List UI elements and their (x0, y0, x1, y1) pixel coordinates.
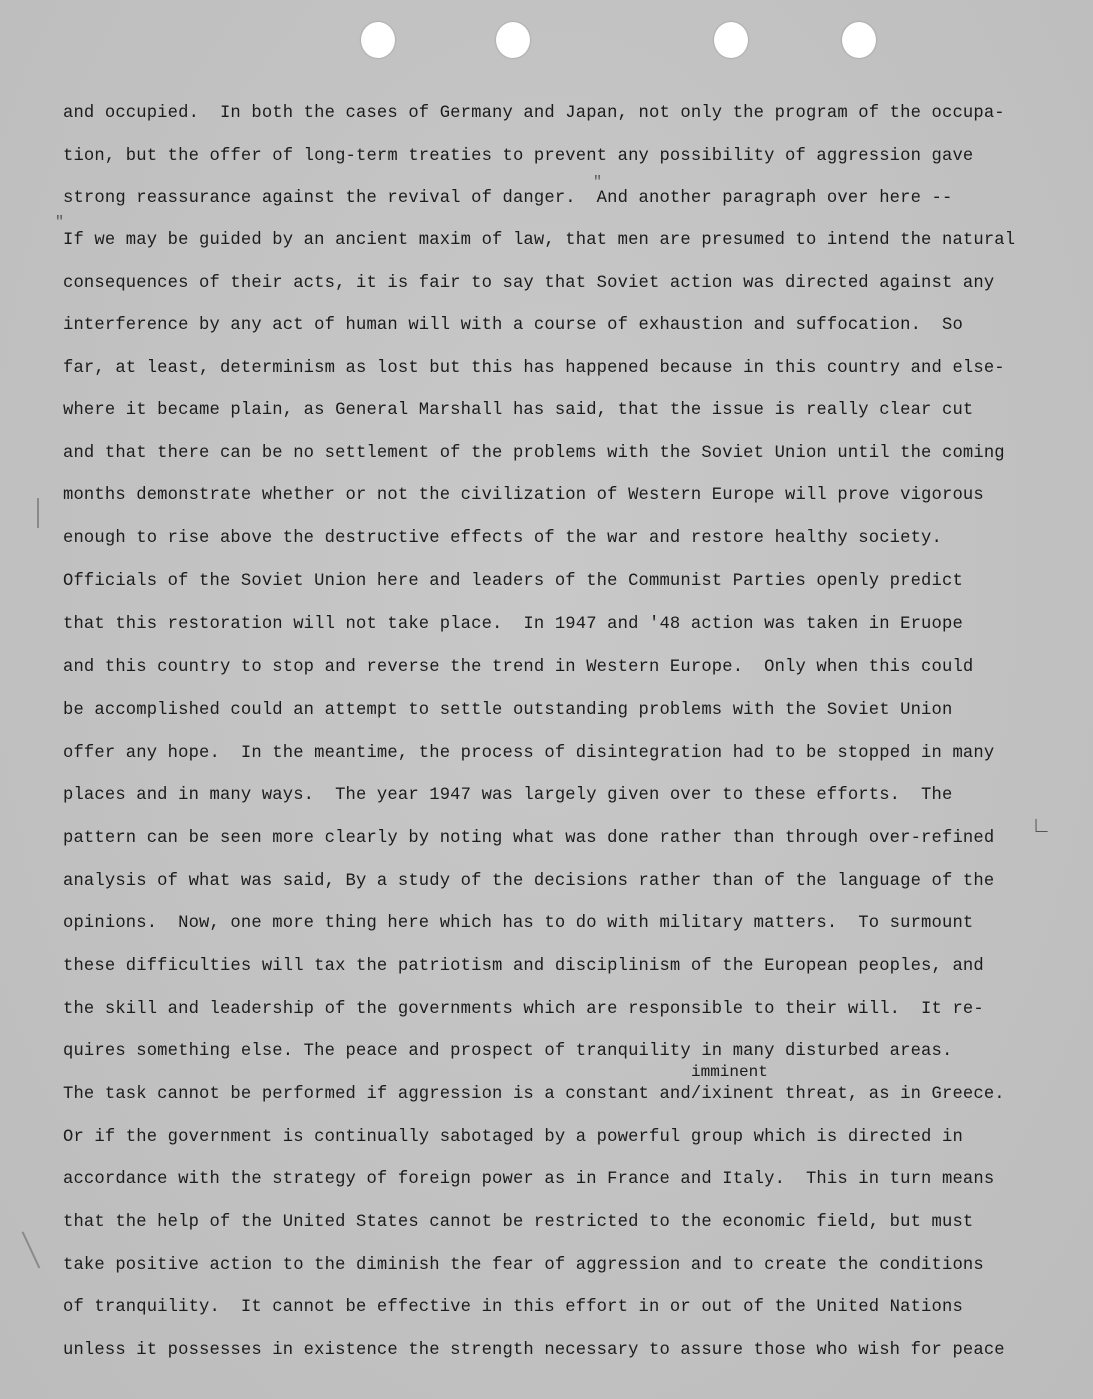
text-line: places and in many ways. The year 1947 was largely given over to these efforts. The (63, 786, 953, 805)
text-line: months demonstrate whether or not the civilization of Western Europe will prove vigorous (63, 486, 984, 505)
text-line: accordance with the strategy of foreign power as in France and Italy. This in turn means (63, 1170, 995, 1189)
text-line: of tranquility. It cannot be effective in this effort in or out of the United Nations (63, 1298, 963, 1317)
text-line: Officials of the Soviet Union here and leaders of the Communist Parties openly predict (63, 572, 963, 591)
text-line: and this country to stop and reverse the trend in Western Europe. Only when this could (63, 658, 974, 677)
punch-hole (842, 22, 876, 58)
text-line: consequences of their acts, it is fair to say that Soviet action was directed against any (63, 274, 995, 293)
text-line: enough to rise above the destructive effects of the war and restore healthy society. (63, 529, 942, 548)
text-line: far, at least, determinism as lost but this has happened because in this country and else- (63, 359, 1005, 378)
handwritten-quote-mark: " (593, 174, 603, 191)
text-line: and that there can be no settlement of the problems with the Soviet Union until the coming (63, 444, 1005, 463)
text-line: Or if the government is continually sabotaged by a powerful group which is directed in (63, 1128, 963, 1147)
text-line: offer any hope. In the meantime, the process of disintegration had to be stopped in many (63, 744, 995, 763)
interlinear-insertion: imminent (691, 1063, 768, 1081)
text-line: strong reassurance against the revival of danger. And another paragraph over here -- (63, 189, 953, 208)
text-line: the skill and leadership of the governments which are responsible to their will. It re- (63, 1000, 984, 1019)
text-line: take positive action to the diminish the fear of aggression and to create the conditions (63, 1256, 984, 1275)
text-line: be accomplished could an attempt to settle outstanding problems with the Soviet Union (63, 701, 953, 720)
text-line: these difficulties will tax the patriotism and disciplinism of the European peoples, and (63, 957, 984, 976)
margin-mark (22, 1231, 41, 1268)
text-line: quires something else. The peace and prospect of tranquility in many disturbed areas. (63, 1042, 953, 1061)
text-line: analysis of what was said, By a study of the decisions rather than of the language of the (63, 872, 995, 891)
margin-mark (37, 498, 39, 528)
text-line: opinions. Now, one more thing here which has to do with military matters. To surmount (63, 914, 974, 933)
handwritten-quote-mark: " (55, 214, 65, 231)
punch-hole (361, 22, 395, 58)
text-line: that the help of the United States cannot be restricted to the economic field, but must (63, 1213, 974, 1232)
text-line: If we may be guided by an ancient maxim of law, that men are presumed to intend the natural (63, 231, 1016, 250)
punch-hole (714, 22, 748, 58)
margin-check-mark: ∟ (1035, 814, 1049, 839)
text-line: The task cannot be performed if aggression is a constant and/ixinent threat, as in Greece. (63, 1085, 1005, 1104)
text-line: interference by any act of human will with a course of exhaustion and suffocation. So (63, 316, 963, 335)
text-line: tion, but the offer of long-term treaties to prevent any possibility of aggression gave (63, 147, 974, 166)
text-line: pattern can be seen more clearly by noting what was done rather than through over-refined (63, 829, 995, 848)
text-line: unless it possesses in existence the strength necessary to assure those who wish for peace (63, 1341, 1005, 1360)
text-line: and occupied. In both the cases of Germany and Japan, not only the program of the occupa- (63, 104, 1005, 123)
text-line: that this restoration will not take place. In 1947 and '48 action was taken in Eruope (63, 615, 963, 634)
text-line: where it became plain, as General Marshall has said, that the issue is really clear cut (63, 401, 974, 420)
punch-hole (496, 22, 530, 58)
